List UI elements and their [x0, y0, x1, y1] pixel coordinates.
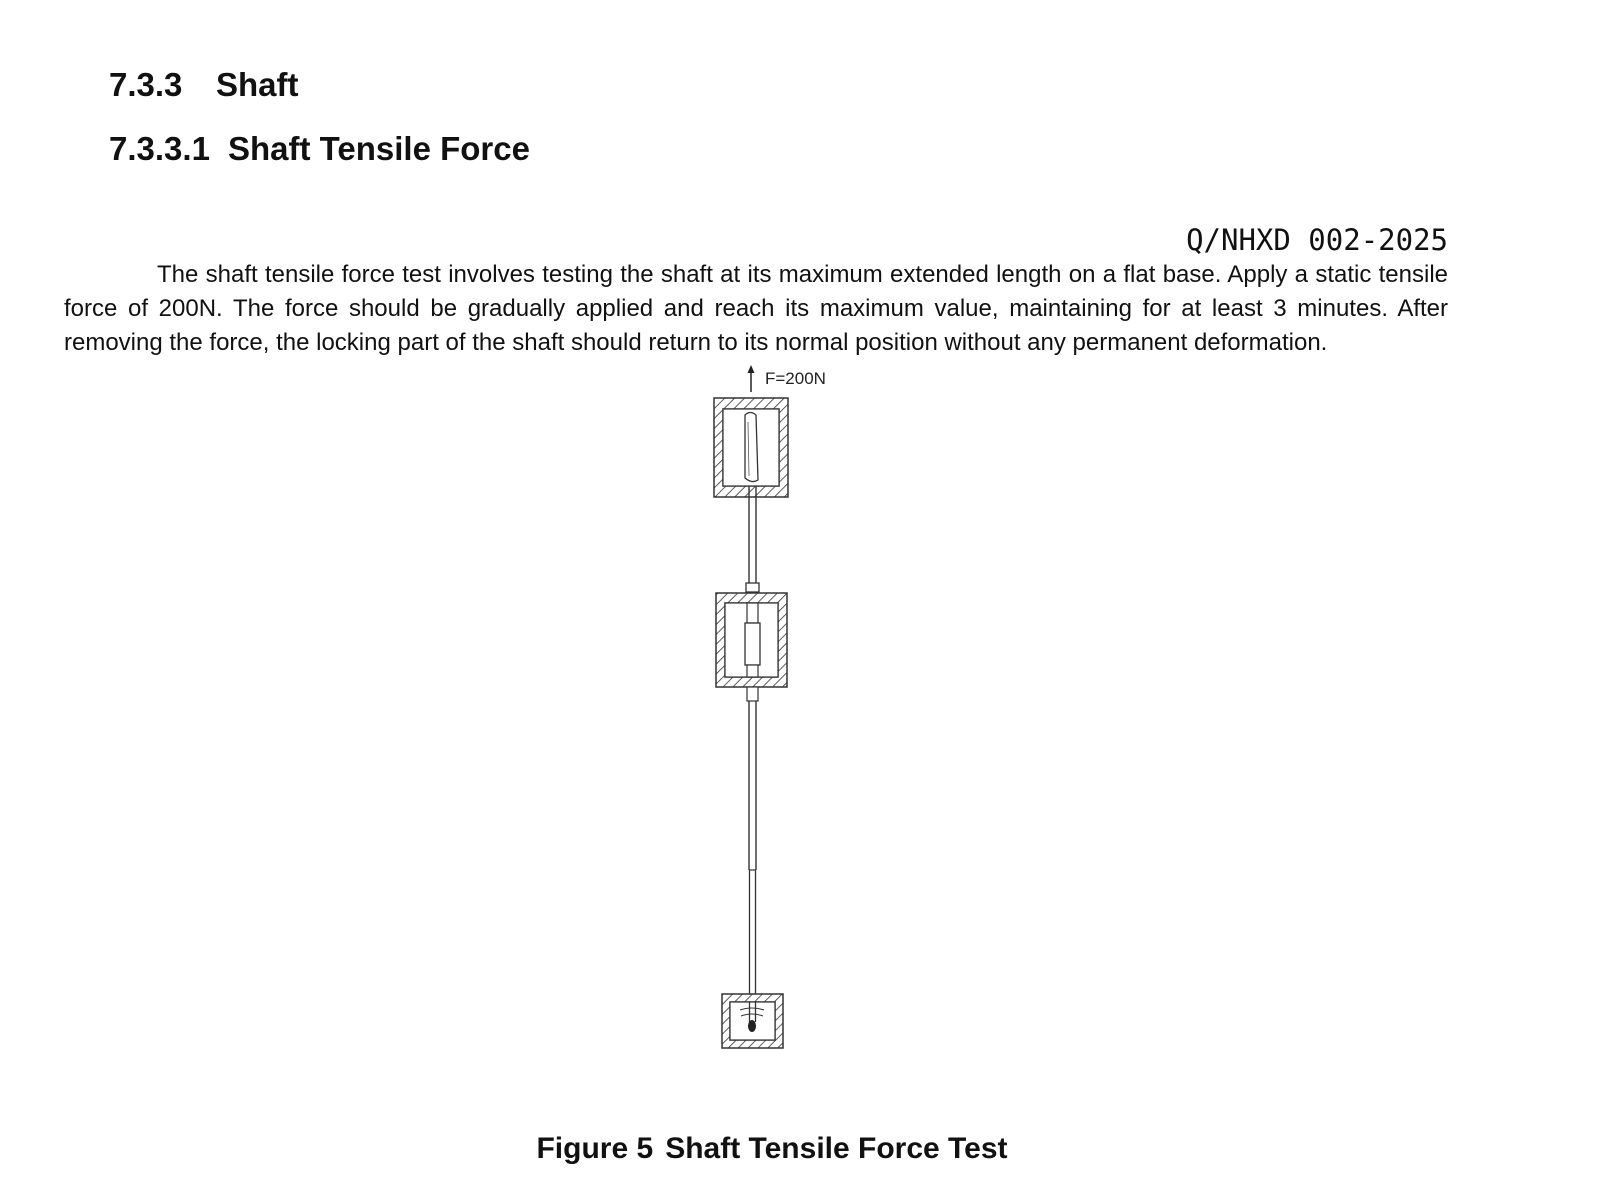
force-label: F=200N	[765, 369, 826, 388]
subsection-title: Shaft Tensile Force	[228, 130, 530, 167]
shaft-test-diagram	[0, 360, 1600, 1060]
shaft-tensile-test-figure	[0, 360, 1600, 1060]
force-arrow	[748, 365, 755, 392]
top-clamp	[714, 398, 788, 497]
subsection-number: 7.3.3.1	[109, 130, 210, 167]
document-code: Q/NHXD 002-2025	[1186, 223, 1448, 257]
shaft-upper-section	[746, 486, 759, 592]
section-heading	[109, 66, 299, 104]
figure-caption	[0, 1132, 1544, 1166]
figure-caption-number: Figure 5	[536, 1132, 654, 1165]
middle-clamp	[716, 593, 787, 687]
subsection-heading	[109, 130, 530, 168]
figure-caption-title: Shaft Tensile Force Test	[665, 1132, 1008, 1165]
test-description-paragraph: The shaft tensile force test involves testing the shaft at its maximum extended length on a flat base. Apply a static tensile force of 200N. The force should be gradually applied and reach its maximum value, maintaining for at least 3 minutes. After removing the force, the locking part of the shaft should return to its normal position without any permanent deformation.	[64, 261, 1448, 356]
section-number: 7.3.3	[109, 66, 183, 103]
shaft-lower-section	[747, 687, 758, 994]
section-title: Shaft	[216, 66, 299, 103]
bottom-clamp	[722, 994, 783, 1048]
